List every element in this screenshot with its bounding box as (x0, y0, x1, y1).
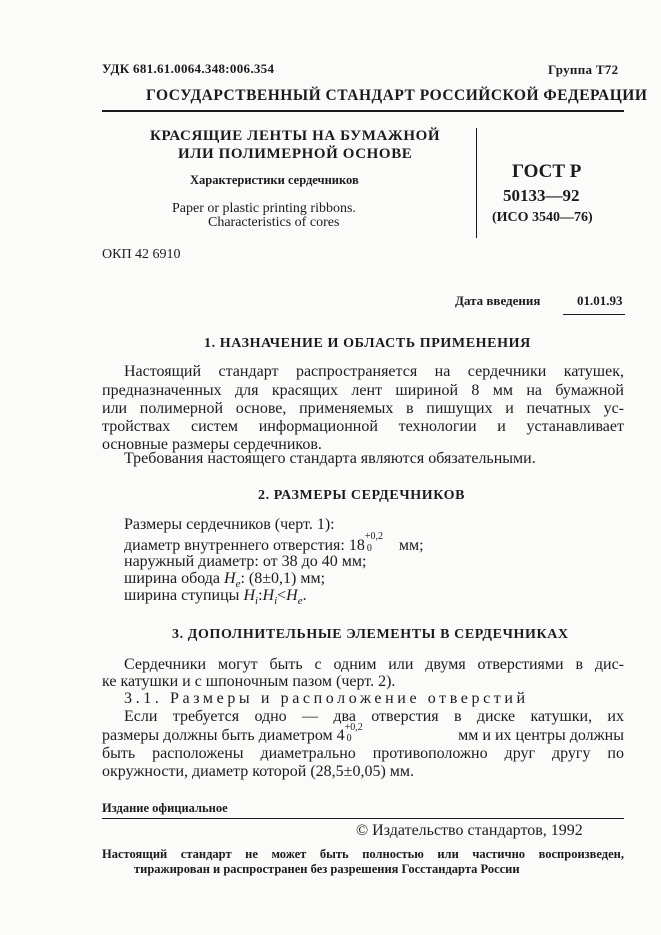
section-1-p1-line-2: предназначенных для красящих лент шириной 8 мм на бумажной (102, 382, 624, 399)
section-3-p1-line-2: ке катушки и с шпоночным пазом (черт. 2). (102, 673, 396, 690)
intro-date-label: Дата введения (455, 293, 541, 308)
hole-diameter-text (102, 722, 365, 745)
rim-width-subscript: e (235, 578, 241, 591)
udk-code: УДК 681.61.0064.348:006.354 (102, 61, 275, 76)
section-1-p1-line-1: Настоящий стандарт распространяется на сердечники катушек, (124, 363, 624, 380)
hub-width-line (124, 587, 307, 607)
hole-diameter-tolerance (344, 722, 365, 744)
tolerance-upper: +0,2 (364, 531, 383, 542)
header-rule (102, 110, 624, 112)
section-1-p1-line-5: основные размеры сердечников. (102, 436, 322, 453)
hub-symbol-2: H (262, 587, 275, 604)
inner-diameter-text: диаметр внутреннего отверстия: 18 (124, 537, 365, 554)
hub-end: . (302, 587, 307, 604)
rim-width-symbol: H (224, 570, 236, 587)
section-1-p2: Требования настоящего стандарта являются обязательными. (124, 450, 536, 467)
title-divider (476, 128, 477, 238)
edition-label: Издание официальное (102, 801, 228, 815)
section-3-subheading: 3.1. Размеры и расположение отверстий (124, 690, 529, 707)
group-code: Группа Т72 (548, 62, 619, 77)
rim-width-label: ширина обода (124, 570, 221, 587)
org-title: ГОСУДАРСТВЕННЫЙ СТАНДАРТ РОССИЙСКОЙ ФЕДЕРАЦИИ (146, 87, 648, 104)
hole-tolerance-upper: +0,2 (344, 722, 363, 733)
gost-label: ГОСТ Р (512, 161, 582, 182)
hub-colon: : (258, 587, 263, 604)
title-line-2: ИЛИ ПОЛИМЕРНОЙ ОСНОВЕ (178, 146, 413, 162)
section-2-intro: Размеры сердечников (черт. 1): (124, 516, 335, 533)
hub-subscript-1: i (255, 595, 259, 608)
intro-date-rule (563, 314, 625, 315)
title-subtitle: Характеристики сердечников (190, 173, 359, 187)
section-1-p1-line-4: тройствах систем информационной технологии и устанавливает (102, 418, 624, 435)
rim-width-value: : (8±0,1) мм; (240, 570, 326, 587)
intro-date-value: 01.01.93 (577, 293, 623, 308)
tolerance-lower: 0 (366, 543, 372, 554)
section-3-p2-line-1: Если требуется одно — два отверстия в диске катушки, их (124, 708, 624, 725)
gost-number: 50133—92 (503, 186, 580, 205)
hub-symbol-1: H (243, 587, 255, 604)
section-2-heading: 2. РАЗМЕРЫ СЕРДЕЧНИКОВ (258, 488, 466, 503)
hub-subscript-3: e (297, 595, 303, 608)
title-en-line-1: Paper or plastic printing ribbons. (172, 201, 356, 216)
section-3-heading: 3. ДОПОЛНИТЕЛЬНЫЕ ЭЛЕМЕНТЫ В СЕРДЕЧНИКАХ (172, 627, 569, 642)
title-en-line-2: Characteristics of cores (208, 215, 340, 230)
outer-diameter-line: наружный диаметр: от 38 до 40 мм; (124, 553, 367, 570)
hub-symbol-3: H (286, 587, 298, 604)
section-3-p2-line-4: окружности, диаметр которой (28,5±0,05) мм. (102, 763, 415, 780)
title-line-1: КРАСЯЩИЕ ЛЕНТЫ НА БУМАЖНОЙ (150, 128, 441, 144)
notice-line-1: Настоящий стандарт не может быть полностью или частично воспроизведен, (102, 847, 624, 861)
hub-subscript-2: i (274, 595, 278, 608)
section-3-p2-line-3: быть расположены диаметрально противоположно друг другу по (102, 745, 624, 762)
notice-line-2: тиражирован и распространен без разрешения Госстандарта России (134, 862, 520, 876)
okp-code: ОКП 42 6910 (102, 247, 181, 262)
section-3-p2-line-2 (102, 722, 624, 745)
section-1-p1-line-3: или полимерной основе, применяемых в пишущих и печатных ус- (102, 400, 624, 417)
iso-number: (ИСО 3540—76) (492, 210, 593, 225)
section-1-heading: 1. НАЗНАЧЕНИЕ И ОБЛАСТЬ ПРИМЕНЕНИЯ (204, 336, 531, 351)
hole-tolerance-lower: 0 (346, 733, 352, 744)
inner-diameter-tolerance (364, 531, 387, 554)
hole-diameter-rest: мм и их центры должны (458, 727, 624, 744)
hub-width-label: ширина ступицы (124, 587, 240, 604)
section-3-p1-line-1: Сердечники могут быть с одним или двумя отверстиями в дис- (124, 656, 624, 673)
copyright: © Издательство стандартов, 1992 (356, 822, 583, 839)
inner-diameter-unit: мм; (398, 537, 424, 554)
hub-less-than: < (277, 587, 287, 604)
footer-rule (102, 818, 624, 819)
hole-diameter-label: размеры должны быть диаметром 4 (102, 727, 345, 744)
